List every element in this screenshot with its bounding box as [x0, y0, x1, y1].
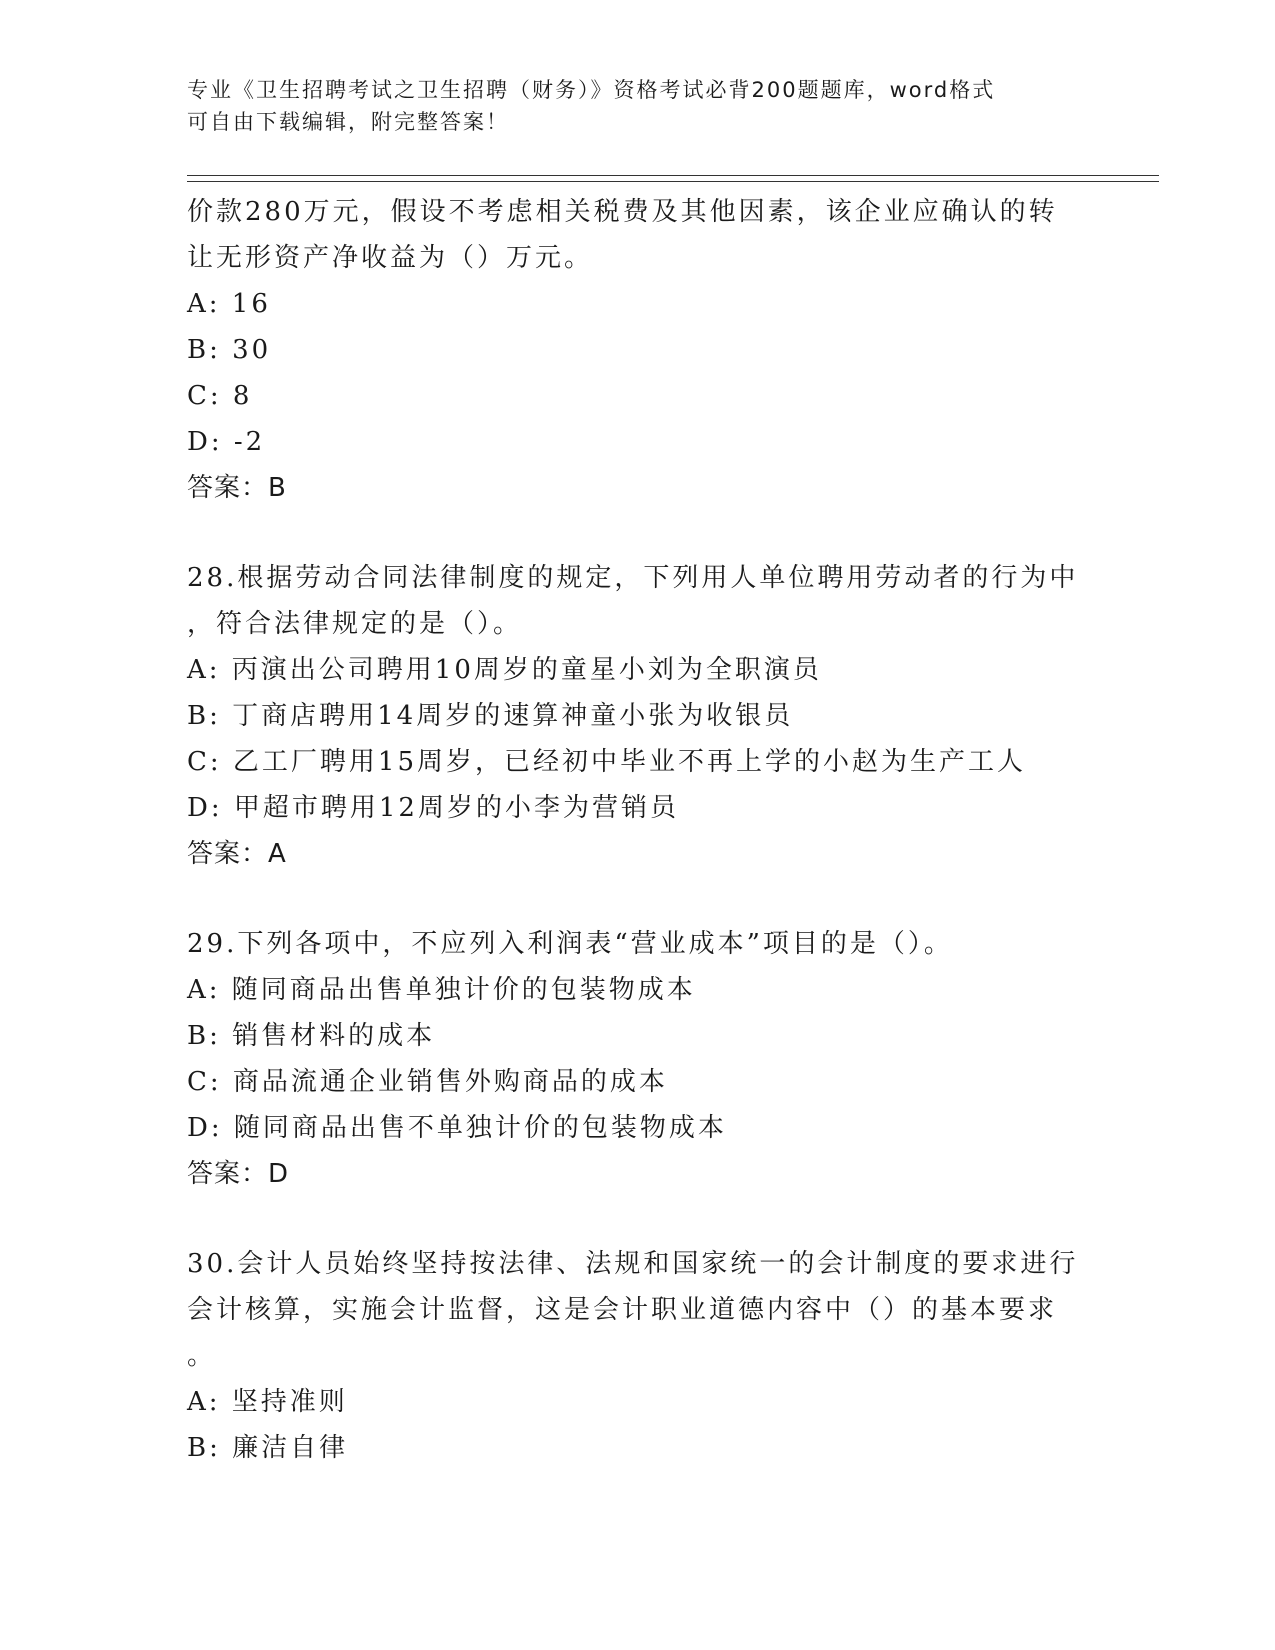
question-27 [187, 189, 1087, 511]
question-stem-line: 30.会计人员始终坚持按法律、法规和国家统一的会计制度的要求进行 [187, 1249, 1079, 1279]
option-d: D: -2 [187, 427, 266, 457]
question-stem-line: 价款280万元，假设不考虑相关税费及其他因素，该企业应确认的转 [187, 197, 1058, 227]
question-stem-line: 28.根据劳动合同法律制度的规定，下列用人单位聘用劳动者的行为中 [187, 563, 1079, 593]
answer: 答案：B [187, 473, 287, 503]
question-list [187, 189, 1087, 1471]
spacer [187, 1197, 1087, 1241]
question-stem-line: ，符合法律规定的是（）。 [187, 609, 523, 639]
option-b: B: 30 [187, 335, 272, 365]
question-stem-line: 29.下列各项中，不应列入利润表“营业成本”项目的是（）。 [187, 929, 953, 959]
question-30 [187, 1241, 1087, 1471]
option-d: D: 随同商品出售不单独计价的包装物成本 [187, 1113, 727, 1143]
option-a: A: 16 [187, 289, 271, 319]
option-d: D: 甲超市聘用12周岁的小李为营销员 [187, 793, 679, 823]
option-a: A: 丙演出公司聘用10周岁的童星小刘为全职演员 [187, 655, 822, 685]
option-c: C: 8 [187, 381, 253, 411]
option-b: B: 廉洁自律 [187, 1433, 349, 1463]
option-c: C: 乙工厂聘用15周岁，已经初中毕业不再上学的小赵为生产工人 [187, 747, 1027, 777]
question-28 [187, 555, 1087, 877]
header-line-1: 专业《卫生招聘考试之卫生招聘（财务）》资格考试必背200题题库，word格式 [187, 78, 996, 102]
option-b: B: 丁商店聘用14周岁的速算神童小张为收银员 [187, 701, 794, 731]
answer: 答案：D [187, 1159, 290, 1189]
header-rule-bottom [187, 181, 1159, 182]
header-rule-top [187, 175, 1159, 176]
option-a: A: 随同商品出售单独计价的包装物成本 [187, 975, 696, 1005]
spacer [187, 511, 1087, 555]
answer: 答案：A [187, 839, 287, 869]
question-stem-line: 会计核算，实施会计监督，这是会计职业道德内容中（）的基本要求 [187, 1295, 1058, 1325]
page-header [187, 74, 1067, 138]
option-c: C: 商品流通企业销售外购商品的成本 [187, 1067, 668, 1097]
header-line-2: 可自由下载编辑，附完整答案！ [187, 110, 509, 134]
option-a: A: 坚持准则 [187, 1387, 348, 1417]
question-29 [187, 921, 1087, 1197]
spacer [187, 877, 1087, 921]
question-stem-line: 让无形资产净收益为（）万元。 [187, 243, 594, 273]
question-stem-line: 。 [187, 1341, 214, 1371]
option-b: B: 销售材料的成本 [187, 1021, 436, 1051]
